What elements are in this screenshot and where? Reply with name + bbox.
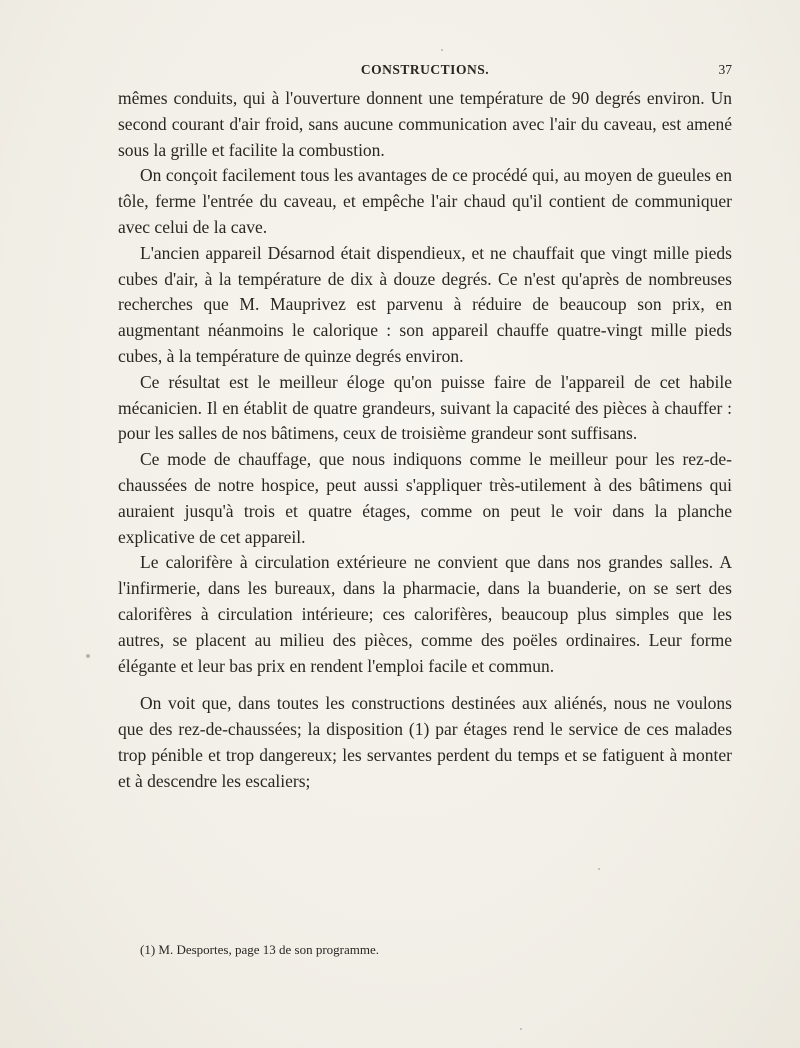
paragraph: Ce résultat est le meilleur éloge qu'on puisse faire de l'appareil de cet habile mécanicien. Il en établit de quatre grandeurs, suivant la capacité des pièces à chauffer : pour les salles de nos bâtimens, ceux de troisième grandeur sont suffisans. [118, 371, 732, 444]
running-head [118, 62, 732, 82]
footnote: (1) M. Desportes, page 13 de son programme. [140, 942, 379, 957]
running-title: CONSTRUCTIONS. [360, 62, 490, 77]
paper-speck [86, 654, 90, 658]
page-number: 37 [718, 62, 732, 77]
paper-speck [441, 49, 443, 51]
paper-speck [520, 1028, 522, 1030]
paper-speck [598, 868, 600, 870]
paragraph: L'ancien appareil Désarnod était dispendieux, et ne chauffait que vingt mille pieds cubes d'air, à la température de dix à douze degrés. Ce n'est qu'après de nombreuses recherches que M. Mauprivez est parvenu à réduire de beaucoup son prix, en augmentant néanmoins le calorique : son appareil chauffe quatre-vingt mille pieds cubes, à la température de quinze degrés environ. [118, 242, 732, 366]
paragraph: On voit que, dans toutes les constructions destinées aux aliénés, nous ne voulons que des rez-de-chaussées; la disposition (1) par étages rend le service de ces malades trop pénible et trop dangereux; les servantes perdent du temps et se fatiguent à monter et à descendre les escaliers; [118, 693, 732, 791]
paragraph: Ce mode de chauffage, que nous indiquons comme le meilleur pour les rez-de-chaussées de notre hospice, peut aussi s'appliquer très-utilement à des bâtimens qui auraient jusqu'à trois et quatre étages, comme on peut le voir dans la planche explicative de cet appareil. [118, 449, 732, 547]
paragraph: Le calorifère à circulation extérieure ne convient que dans nos grandes salles. A l'infirmerie, dans les bureaux, dans la pharmacie, dans la buanderie, on se sert des calorifères à circulation intérieure; ces calorifères, beaucoup plus simples que les autres, se placent au milieu des pièces, comme des poëles ordinaires. Leur forme élégante et leur bas prix en rendent l'emploi facile et commun. [118, 552, 732, 676]
paragraph: On conçoit facilement tous les avantages de ce procédé qui, au moyen de gueules en tôle, ferme l'entrée du caveau, et empêche l'air chaud qu'il contient de communiquer avec celui de la cave. [118, 165, 732, 237]
body-text [118, 86, 732, 795]
paragraph: mêmes conduits, qui à l'ouverture donnent une température de 90 degrés environ. Un second courant d'air froid, sans aucune communication avec l'air du caveau, est amené sous la grille et facilite la combustion. [118, 88, 732, 160]
